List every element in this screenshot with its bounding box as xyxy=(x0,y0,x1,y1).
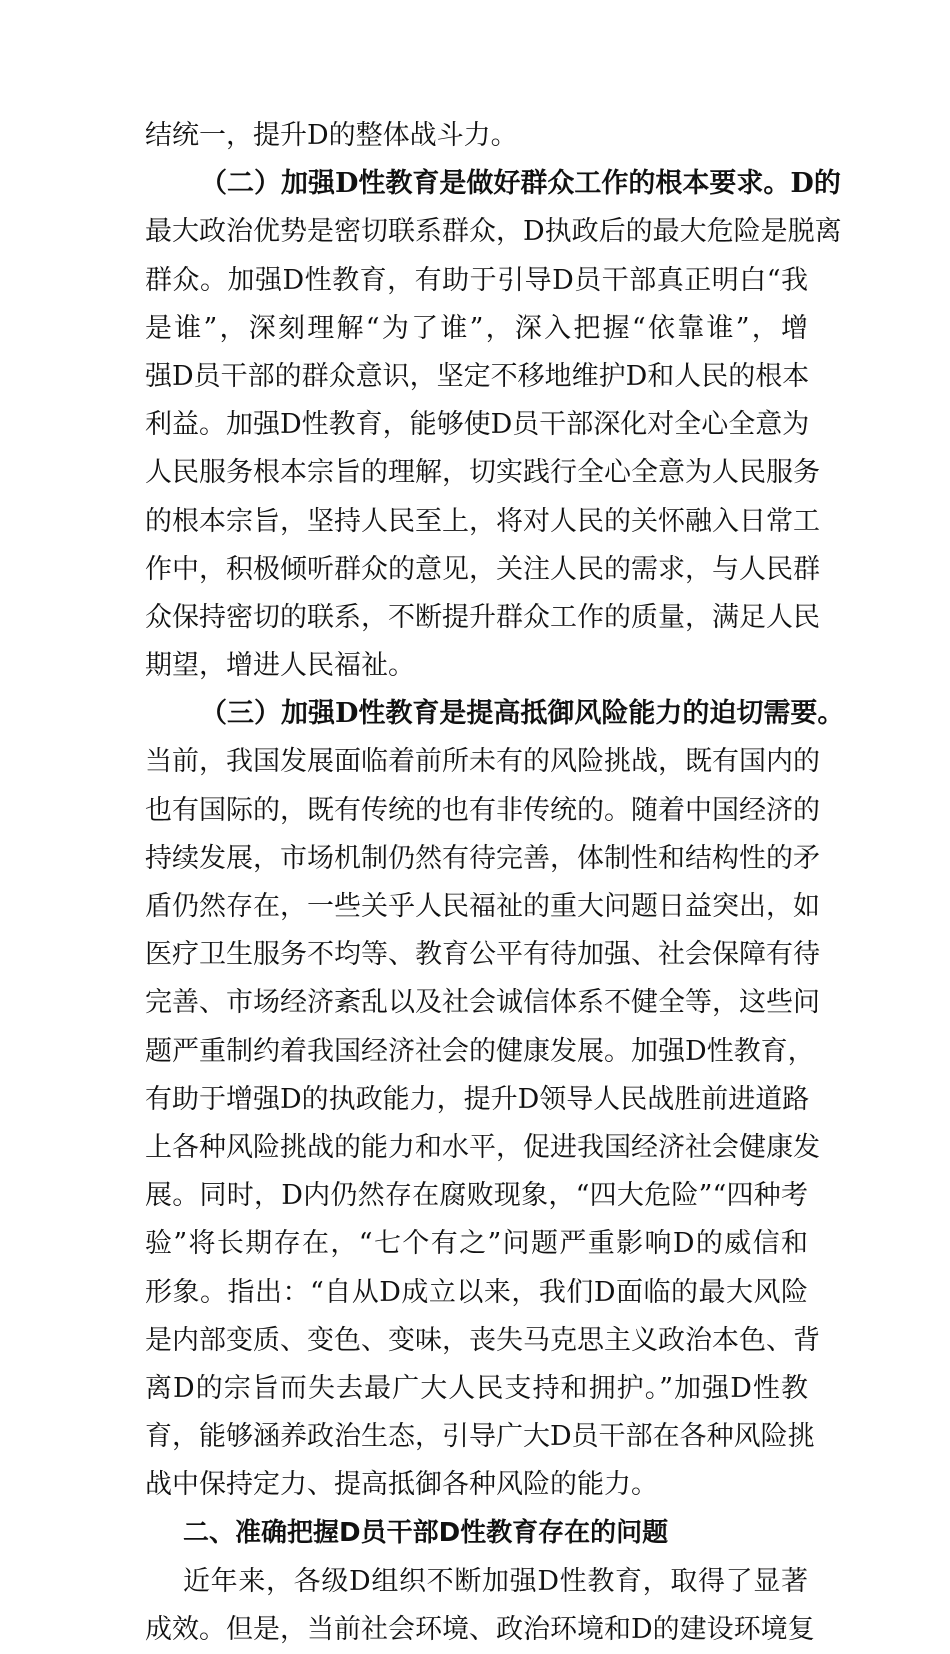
document-body xyxy=(145,112,845,1654)
section-heading: 二、准确把握D员干部D性教育存在的问题 xyxy=(183,1518,669,1549)
paragraph-line: 是谁”，深刻理解“为了谁”，深入把握“依靠谁”，增 xyxy=(145,312,808,344)
subheading-3: （三）加强D性教育是提高抵御风险能力的迫切需要。 xyxy=(200,698,845,730)
paragraph-line: 验”将长期存在，“七个有之”问题严重影响D的威信和 xyxy=(145,1228,808,1260)
paragraph-line: 众保持密切的联系，不断提升群众工作的质量，满足人民 xyxy=(145,601,820,633)
paragraph-line: 结统一，提升D的整体战斗力。 xyxy=(145,120,518,151)
paragraph-line: 持续发展，市场机制仍然有待完善，体制性和结构性的矛 xyxy=(145,842,820,874)
paragraph-line: 育，能够涵养政治生态，引导广大D员干部在各种风险挑 xyxy=(145,1421,815,1453)
paragraph-line: 上各种风险挑战的能力和水平，促进我国经济社会健康发 xyxy=(145,1131,820,1163)
paragraph-line: 战中保持定力、提高抵御各种风险的能力。 xyxy=(145,1469,658,1501)
paragraph-line: 成效。但是，当前社会环境、政治环境和D的建设环境复 xyxy=(145,1613,815,1645)
paragraph-line: 也有国际的，既有传统的也有非传统的。随着中国经济的 xyxy=(145,794,820,826)
paragraph-line: 群众。加强D性教育，有助于引导D员干部真正明白“我 xyxy=(145,264,808,296)
subheading-2-text: （二）加强D性教育是做好群众工作的根本要求。D的 xyxy=(200,168,841,200)
paragraph-line: 强D员干部的群众意识，坚定不移地维护D和人民的根本 xyxy=(145,360,810,392)
paragraph-line: 作中，积极倾听群众的意见，关注人民的需求，与人民群 xyxy=(145,553,820,585)
paragraph-line: 完善、市场经济紊乱以及社会诚信体系不健全等，这些问 xyxy=(145,987,820,1019)
paragraph-line: 医疗卫生服务不均等、教育公平有待加强、社会保障有待 xyxy=(145,939,820,971)
subheading-2 xyxy=(145,160,841,208)
paragraph-line: 当前，我国发展面临着前所未有的风险挑战，既有国内的 xyxy=(145,746,820,778)
paragraph-line: 利益。加强D性教育，能够使D员干部深化对全心全意为 xyxy=(145,409,810,441)
paragraph-line: 盾仍然存在，一些关乎人民福祉的重大问题日益突出，如 xyxy=(145,891,820,922)
paragraph-line: 是内部变质、变色、变味，丧失马克思主义政治本色、背 xyxy=(145,1324,820,1356)
paragraph-line: 形象。指出：“自从D成立以来，我们D面临的最大风险 xyxy=(145,1276,808,1308)
paragraph-line: 题严重制约着我国经济社会的健康发展。加强D性教育， xyxy=(145,1035,815,1067)
paragraph-line: 的根本宗旨，坚持人民至上，将对人民的关怀融入日常工 xyxy=(145,505,820,537)
paragraph-line: 离D的宗旨而失去最广大人民支持和拥护。”加强D性教 xyxy=(145,1372,808,1404)
paragraph-line: 最大政治优势是密切联系群众，D执政后的最大危险是脱离 xyxy=(145,216,842,248)
paragraph-line: 人民服务根本宗旨的理解，切实践行全心全意为人民服务 xyxy=(145,457,820,489)
paragraph-line: 期望，增进人民福祉。 xyxy=(145,650,415,682)
paragraph-line: 展。同时，D内仍然存在腐败现象，“四大危险”“四种考 xyxy=(145,1180,808,1212)
paragraph-line: 近年来，各级D组织不断加强D性教育，取得了显著 xyxy=(183,1565,808,1597)
paragraph-line: 有助于增强D的执政能力，提升D领导人民战胜前进道路 xyxy=(145,1083,810,1115)
